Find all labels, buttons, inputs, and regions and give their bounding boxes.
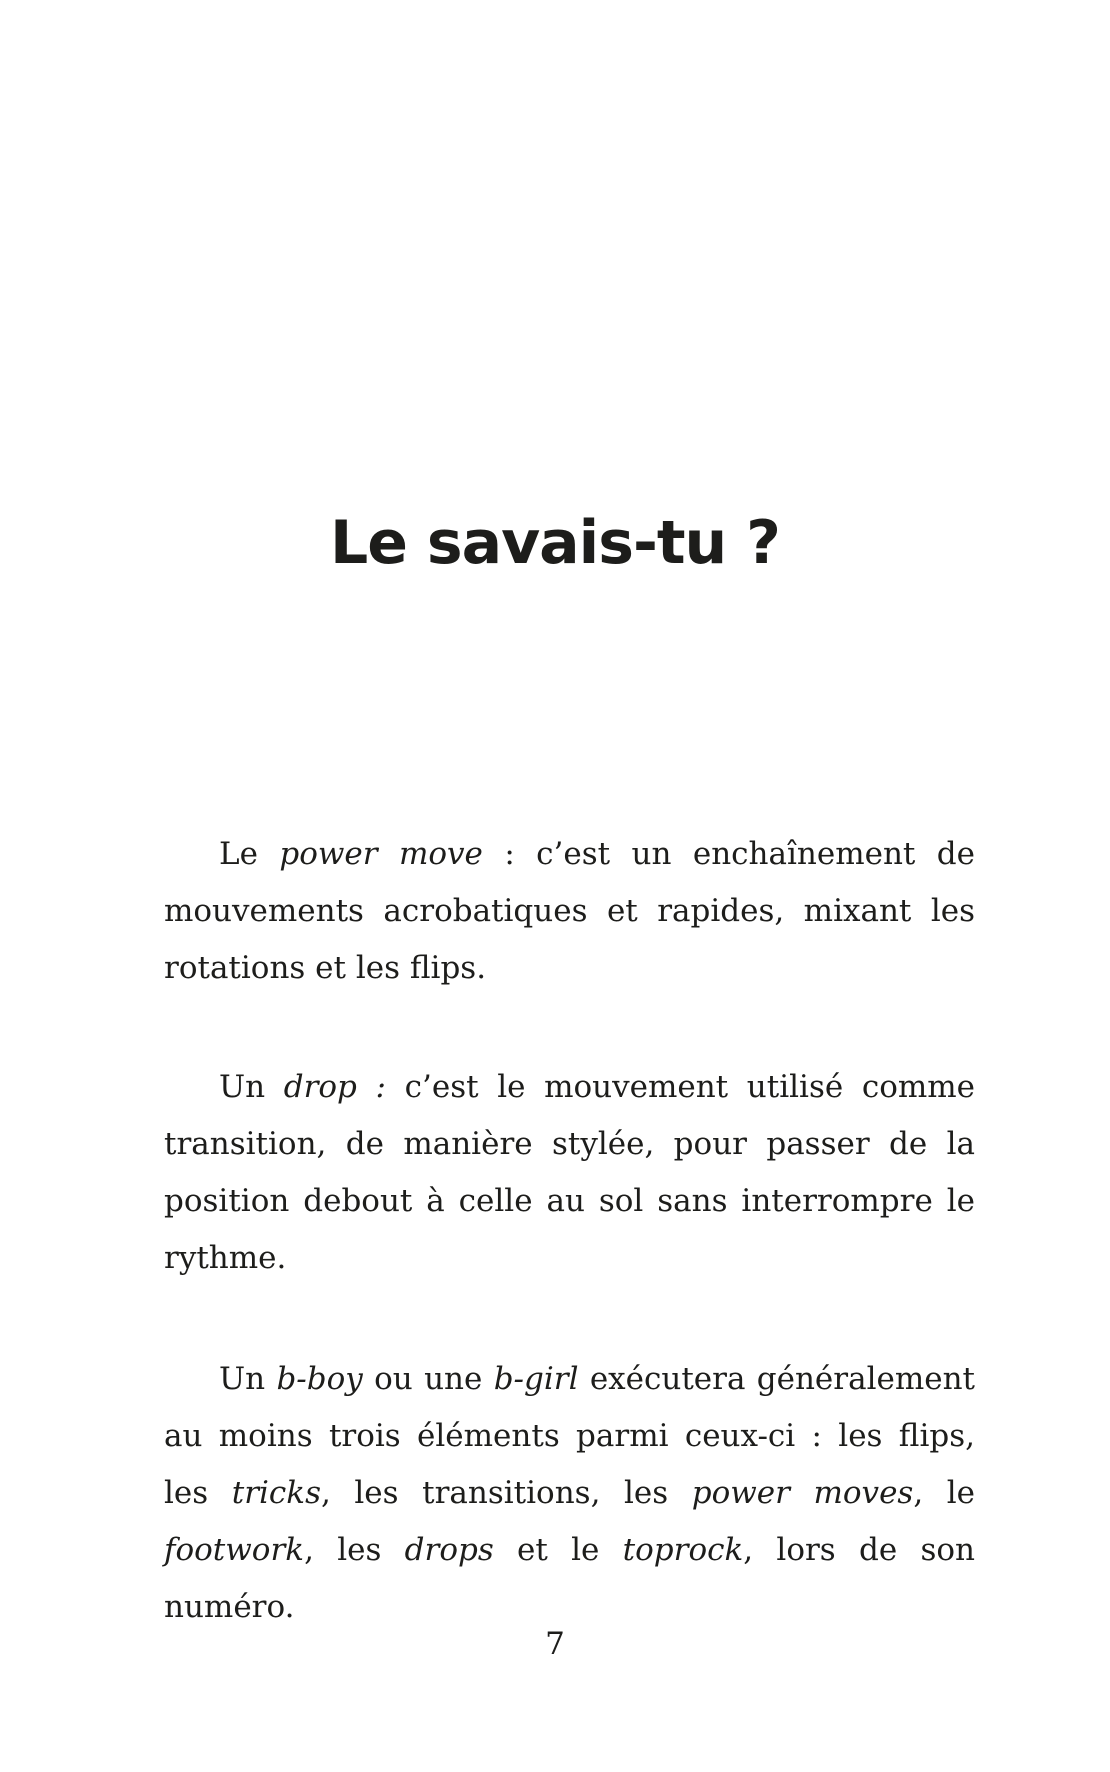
text-run: c’est le mouvement utilisé comme transition, de manière stylée, pour passer de la position debout à celle au sol sans interrompre le rythme.: [164, 1069, 975, 1276]
text-run: Le: [219, 836, 280, 872]
text-run: , lors de son numéro.: [164, 1532, 975, 1625]
italic-term-power-move: power move: [279, 836, 483, 872]
text-run: Un: [219, 1361, 277, 1397]
text-run: Un: [219, 1069, 284, 1105]
italic-term-footwork: footwork: [164, 1532, 305, 1568]
italic-term-drops: drops: [404, 1532, 494, 1568]
text-run: : c’est un enchaînement de mouvements acrobatiques et rapides, mixant les rotations et les flips.: [164, 836, 975, 986]
paragraph-elements: [164, 1351, 975, 1636]
italic-term-drop: drop :: [283, 1069, 386, 1105]
paragraph-drop: [164, 1059, 975, 1287]
text-run: , le: [913, 1475, 976, 1511]
italic-term-b-girl: b-girl: [493, 1361, 579, 1397]
text-run: exécutera généralement au moins trois éléments parmi ceux-ci : les flips, les: [164, 1361, 975, 1511]
italic-term-toprock: toprock: [622, 1532, 744, 1568]
italic-term-power-moves: power moves: [691, 1475, 914, 1511]
paragraph-power-move: [164, 826, 975, 997]
text-run: , les transitions, les: [320, 1475, 692, 1511]
italic-term-tricks: tricks: [231, 1475, 321, 1511]
page-title: Le savais-tu ?: [330, 508, 780, 578]
text-run: ou une: [362, 1361, 494, 1397]
page-number: 7: [545, 1626, 565, 1662]
italic-term-b-boy: b-boy: [276, 1361, 363, 1397]
text-run: et le: [493, 1532, 623, 1568]
text-run: , les: [304, 1532, 405, 1568]
